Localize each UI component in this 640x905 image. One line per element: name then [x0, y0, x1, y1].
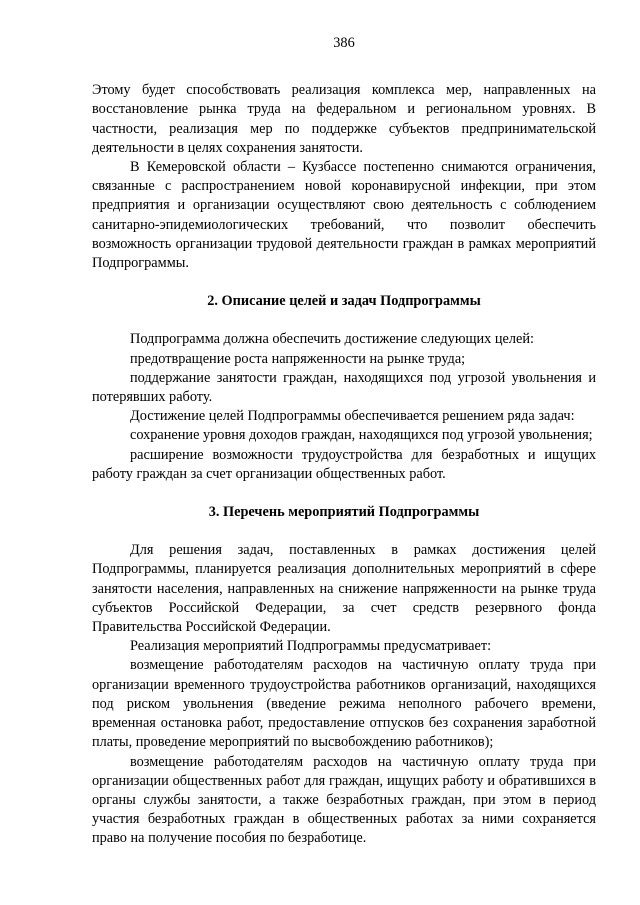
section-2-heading: 2. Описание целей и задач Подпрограммы [207, 293, 481, 310]
section-2-paragraph: поддержание занятости граждан, находящихся под угрозой увольнения и потерявших работу. [92, 369, 596, 406]
intro-paragraph-1: Этому будет способствовать реализация комплекса мер, направленных на восстановление рынка труда на федеральном и региональном уровнях. В частности, реализация мер по поддержке субъектов предпринимательской деятельности в целях сохранения занятости. [92, 82, 596, 156]
intro-paragraph-2: В Кемеровской области – Кузбассе постепенно снимаются ограничения, связанные с распространением новой коронавирусной инфекции, при этом предприятия и организации осуществляют свою деятельность с соблюдением санитарно-эпидемиологических требований, что позволит обеспечить возможность организации трудовой деятельности граждан в рамках мероприятий Подпрограммы. [92, 159, 596, 272]
section-2-paragraph: сохранение уровня доходов граждан, находящихся под угрозой увольнения; [130, 427, 593, 444]
section-2-paragraph: Достижение целей Подпрограммы обеспечивается решением ряда задач: [130, 408, 575, 425]
section-2-paragraph: Подпрограмма должна обеспечить достижение следующих целей: [130, 331, 534, 348]
section-2-paragraph: предотвращение роста напряженности на рынке труда; [130, 350, 466, 367]
page-number: 386 [333, 35, 355, 51]
section-3-paragraph: возмещение работодателям расходов на частичную оплату труда при организации общественных работ для граждан, ищущих работу и обратившихся в органы службы занятости, а также безработных граждан, при этом в период участия безработных граждан в общественных работах за ними сохраняется право на получение пособия по безработице. [92, 753, 596, 847]
document-page [92, 34, 596, 849]
section-3-heading: 3. Перечень мероприятий Подпрограммы [208, 504, 480, 521]
section-2-paragraph: расширение возможности трудоустройства для безработных и ищущих работу граждан за счет организации общественных работ. [92, 446, 596, 482]
section-3-paragraph: Для решения задач, поставленных в рамках достижения целей Подпрограммы, планируется реализация дополнительных мероприятий в сфере занятости населения, направленных на снижение напряженности на рынке труда субъектов Российской Федерации, за счет средств резервного фонда Правительства Российской Федерации. [92, 542, 596, 636]
section-3-paragraph: Реализация мероприятий Подпрограммы предусматривает: [130, 638, 492, 655]
section-3-paragraph: возмещение работодателям расходов на частичную оплату труда при организации временного трудоустройства работников организаций, находящихся под риском увольнения (введение режима неполного рабочего времени, временная остановка работ, предоставление отпусков без сохранения заработной платы, проведение мероприятий по высвобождению работников); [92, 657, 596, 751]
